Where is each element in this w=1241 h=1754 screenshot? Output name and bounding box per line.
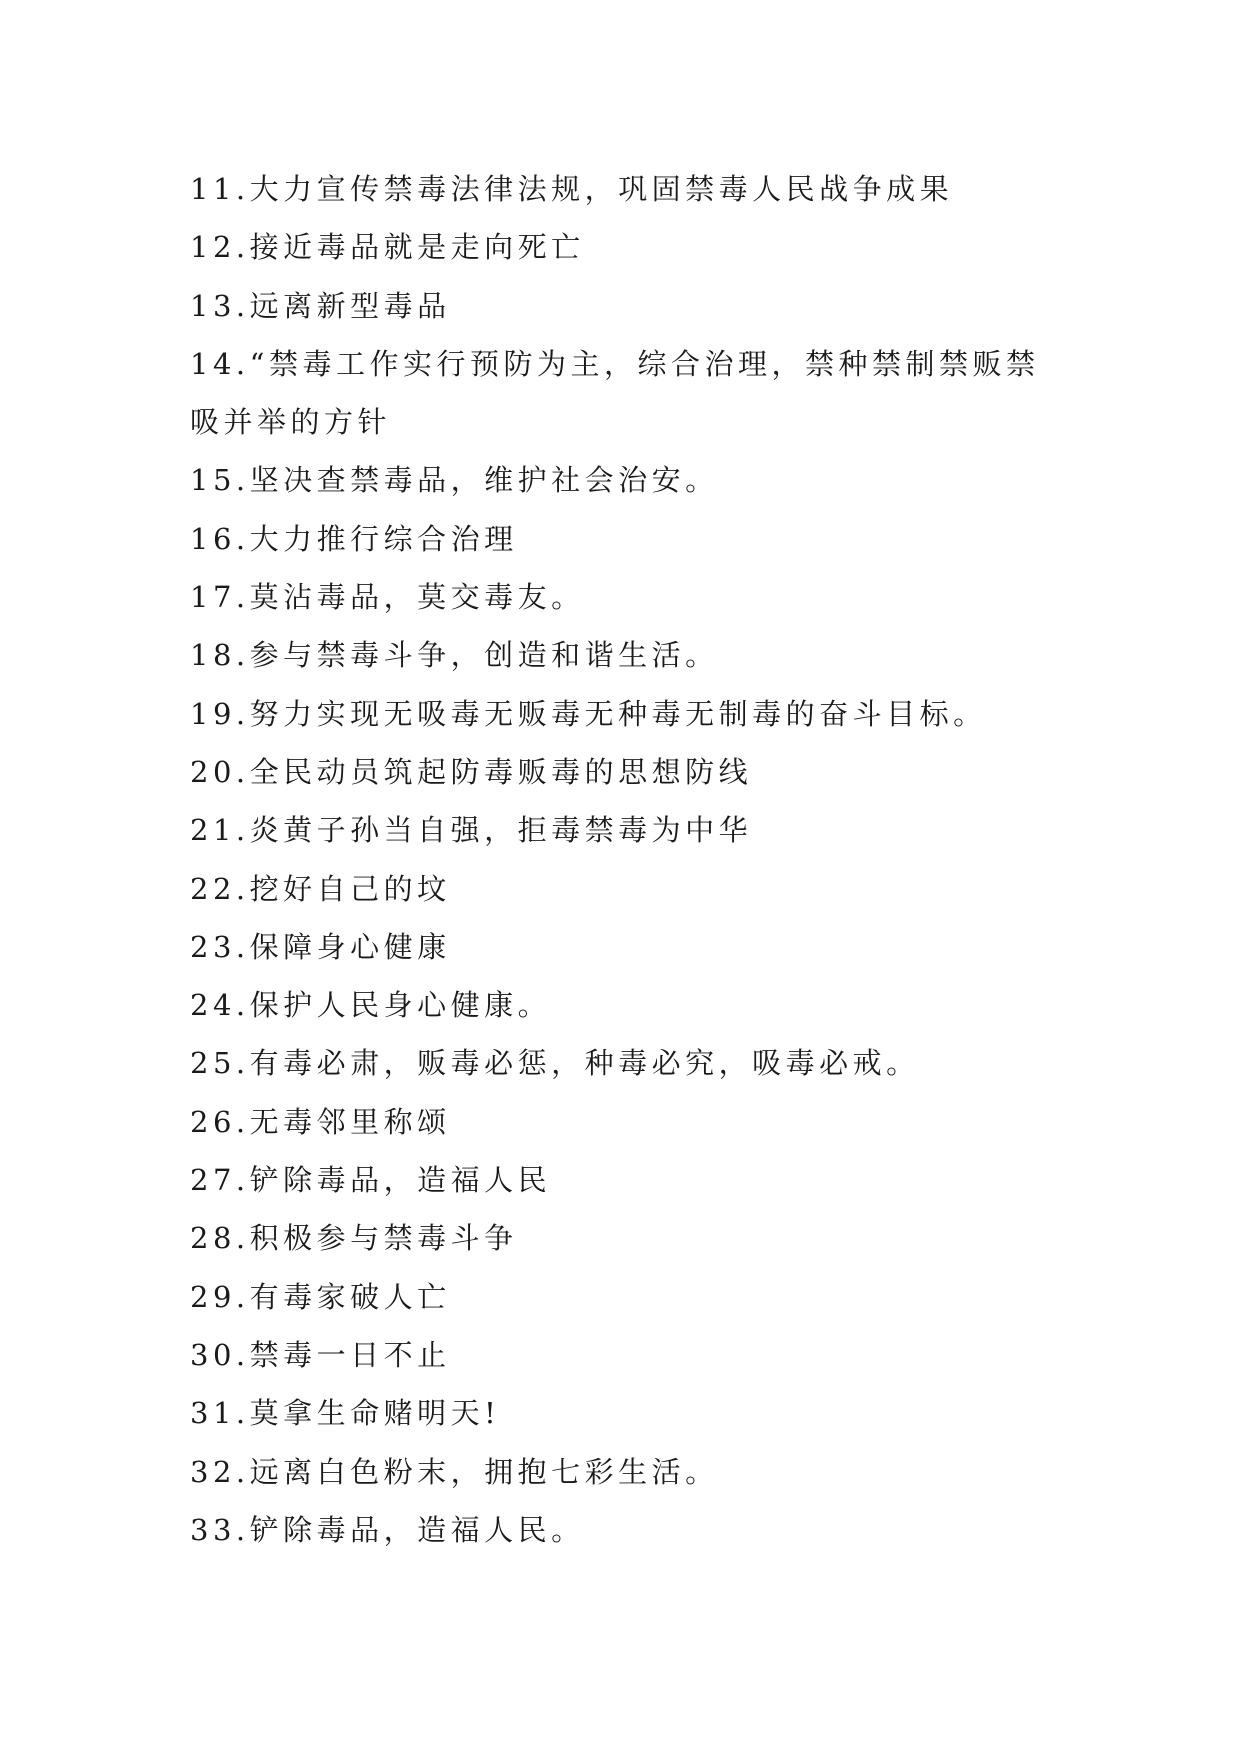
list-item: 13.远离新型毒品 — [190, 288, 451, 323]
list-item: 16.大力推行综合治理 — [190, 521, 518, 556]
list-item: 14.“禁毒工作实行预防为主，综合治理，禁种禁制禁贩禁吸并举的方针 — [190, 346, 1040, 440]
list-item: 32.远离白色粉末，拥抱七彩生活。 — [190, 1454, 719, 1489]
list-item: 25.有毒必肃，贩毒必惩，种毒必究，吸毒必戒。 — [190, 1046, 920, 1081]
list-item: 24.保护人民身心健康。 — [190, 988, 552, 1023]
slogan-list — [190, 160, 1070, 1559]
list-item: 33.铲除毒品，造福人民。 — [190, 1512, 585, 1547]
list-item: 19.努力实现无吸毒无贩毒无种毒无制毒的奋斗目标。 — [190, 696, 987, 731]
list-item: 12.接近毒品就是走向死亡 — [190, 230, 585, 265]
list-item: 27.铲除毒品，造福人民 — [190, 1163, 552, 1198]
list-item: 29.有毒家破人亡 — [190, 1279, 451, 1314]
list-item: 31.莫拿生命赌明天! — [190, 1396, 501, 1431]
list-item: 20.全民动员筑起防毒贩毒的思想防线 — [190, 754, 753, 789]
list-item: 28.积极参与禁毒斗争 — [190, 1221, 518, 1256]
list-item: 23.保障身心健康 — [190, 929, 451, 964]
list-item: 18.参与禁毒斗争，创造和谐生活。 — [190, 638, 719, 673]
list-item: 17.莫沾毒品，莫交毒友。 — [190, 580, 585, 615]
list-item: 11.大力宣传禁毒法律法规，巩固禁毒人民战争成果 — [190, 172, 954, 206]
list-item: 30.禁毒一日不止 — [190, 1337, 451, 1372]
list-item: 15.坚决查禁毒品，维护社会治安。 — [190, 463, 719, 498]
list-item: 26.无毒邻里称颂 — [190, 1104, 451, 1139]
list-item: 21.炎黄子孙当自强，拒毒禁毒为中华 — [190, 813, 753, 848]
list-item: 22.挖好自己的坟 — [190, 871, 451, 906]
